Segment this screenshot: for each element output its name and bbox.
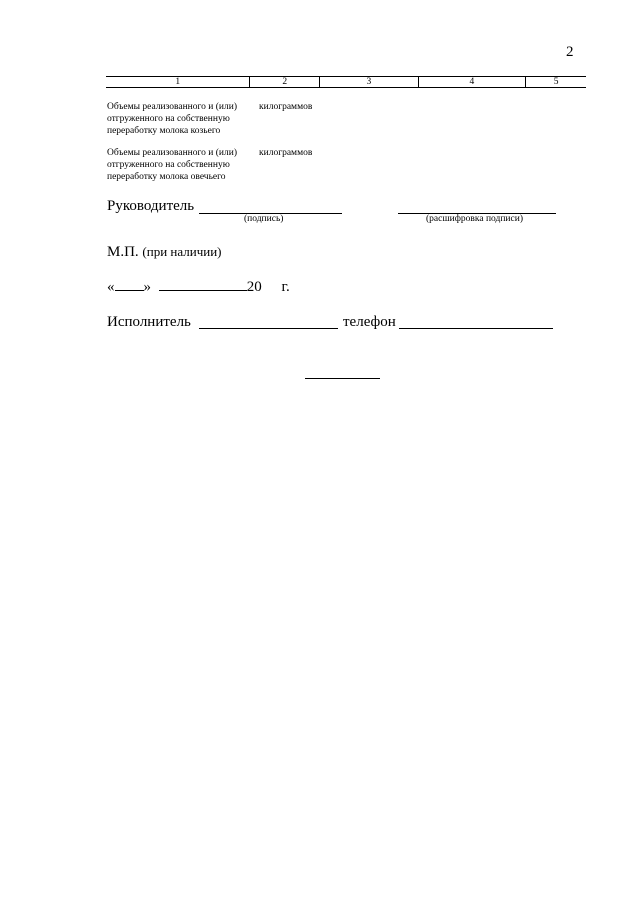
- column-header-table: [106, 76, 586, 88]
- row-unit: килограммов: [259, 102, 313, 112]
- phone-label: телефон: [343, 314, 396, 330]
- column-header-1: 1: [106, 77, 250, 88]
- executor-label: Исполнитель: [107, 314, 191, 330]
- row-indicator-name: Объемы реализованного и (или) отгруженного на собственную переработку молока козьего: [107, 102, 237, 136]
- row-unit: килограммов: [259, 148, 313, 158]
- date-line: [107, 279, 290, 296]
- date-year-prefix: 20: [246, 279, 262, 295]
- head-signature-line: [107, 198, 194, 215]
- stamp-label: М.П.: [107, 244, 139, 260]
- column-header-4: 4: [418, 77, 526, 88]
- column-header-2: 2: [250, 77, 320, 88]
- column-header-3: 3: [320, 77, 419, 88]
- stamp-note: (при наличии): [142, 244, 222, 259]
- stamp-line: [107, 244, 221, 261]
- date-year-suffix: г.: [281, 279, 290, 295]
- date-month-field[interactable]: [159, 289, 247, 291]
- phone-field[interactable]: [399, 328, 553, 329]
- date-day-field[interactable]: [115, 289, 144, 291]
- executor-line: [107, 314, 191, 331]
- head-label: Руководитель: [107, 198, 195, 214]
- signature-caption: (подпись): [244, 214, 284, 224]
- date-close-quote: »: [143, 279, 151, 295]
- page-number: 2: [566, 44, 574, 60]
- column-header-5: 5: [526, 77, 586, 88]
- executor-field[interactable]: [199, 328, 338, 329]
- closing-divider: [305, 378, 380, 379]
- signature-decode-caption: (расшифровка подписи): [426, 214, 523, 224]
- date-open-quote: «: [107, 279, 115, 295]
- row-indicator-name: Объемы реализованного и (или) отгруженного на собственную переработку молока овечьего: [107, 148, 237, 182]
